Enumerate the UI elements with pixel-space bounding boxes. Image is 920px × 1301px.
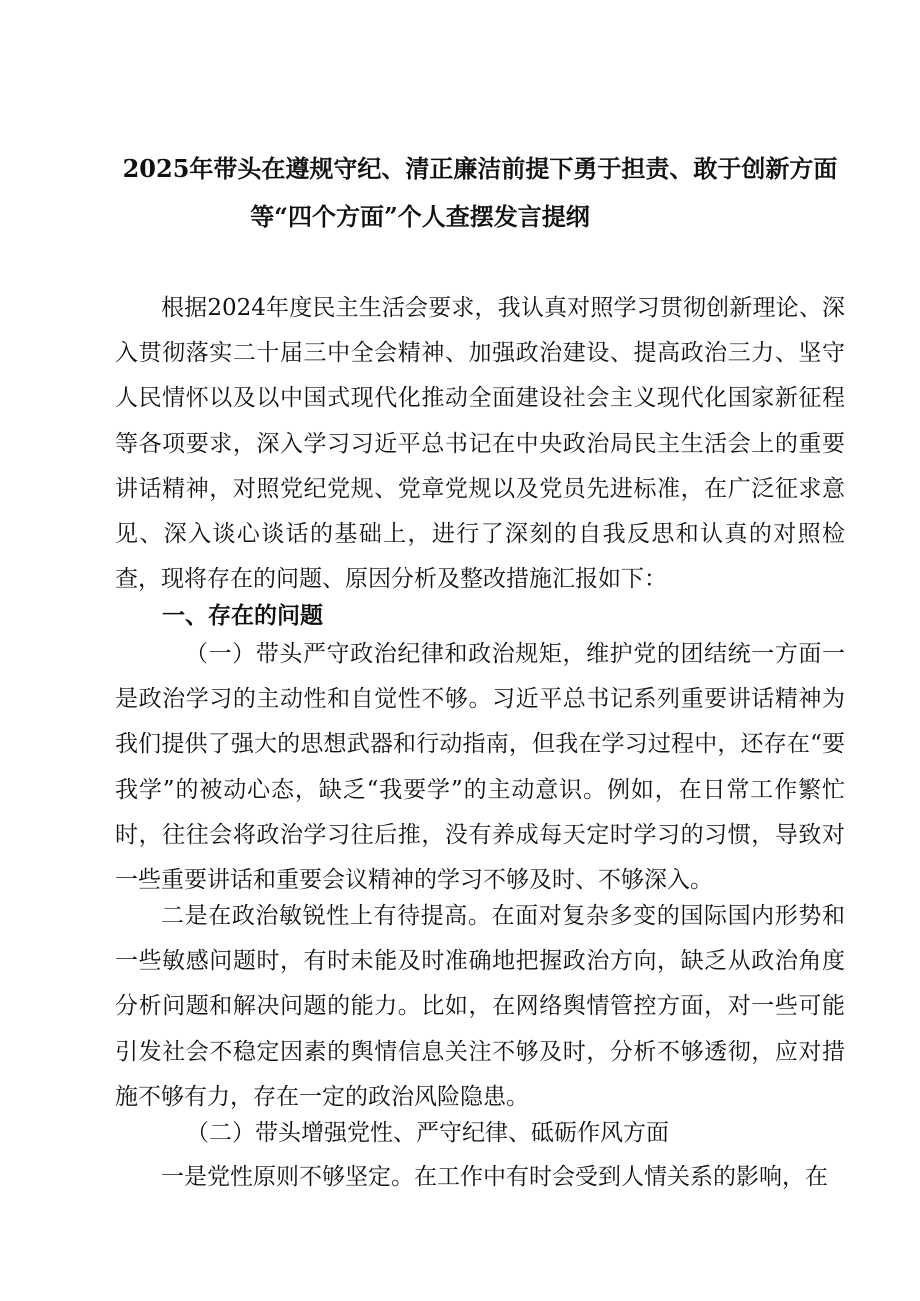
paragraph-political-sensitivity: 二是在政治敏锐性上有待提高。在面对复杂多变的国际国内形势和一些敏感问题时，有时未能及时准确地把握政治方向，缺乏从政治角度分析问题和解决问题的能力。比如，在网络舆情管控方面，对一些可能引发社会不稳定因素的舆情信息关注不够及时，分析不够透彻，应对措施不够有力，存在一定的政治风险隐患。 <box>115 903 845 1110</box>
paragraph-party-principle: 一是党性原则不够坚定。在工作中有时会受到人情关系的影响，在 <box>161 1164 828 1190</box>
document-title-line-1: 2025年带头在遵规守纪、清正廉洁前提下勇于担责、敢于创新方面 <box>122 154 838 183</box>
section-heading-problems: 一、存在的问题 <box>162 602 323 629</box>
subsection-1-paragraph: （一）带头严守政治纪律和政治规矩，维护党的团结统一方面一是政治学习的主动性和自觉性不够。习近平总书记系列重要讲话精神为我们提供了强大的思想武器和行动指南，但我在学习过程中，还存在“要我学”的被动心态，缺乏“我要学”的主动意识。例如，在日常工作繁忙时，往往会将政治学习往后推，没有养成每天定时学习的习惯，导致对一些重要讲话和重要会议精神的学习不够及时、不够深入。 <box>115 641 845 894</box>
subsection-2-heading: （二）带头增强党性、严守纪律、砥砺作风方面 <box>186 1120 669 1146</box>
intro-paragraph: 根据2024年度民主生活会要求，我认真对照学习贯彻创新理论、深入贯彻落实二十届三中全会精神、加强政治建设、提高政治三力、坚守人民情怀以及以中国式现代化推动全面建设社会主义现代化国家新征程等各项要求，深入学习习近平总书记在中央政治局民主生活会上的重要讲话精神，对照党纪党规、党章党规以及党员先进标准，在广泛征求意见、深入谈心谈话的基础上，进行了深刻的自我反思和认真的对照检查，现将存在的问题、原因分析及整改措施汇报如下： <box>115 295 845 593</box>
document-title-line-2: 等“四个方面”个人查摆发言提纲 <box>250 202 590 231</box>
